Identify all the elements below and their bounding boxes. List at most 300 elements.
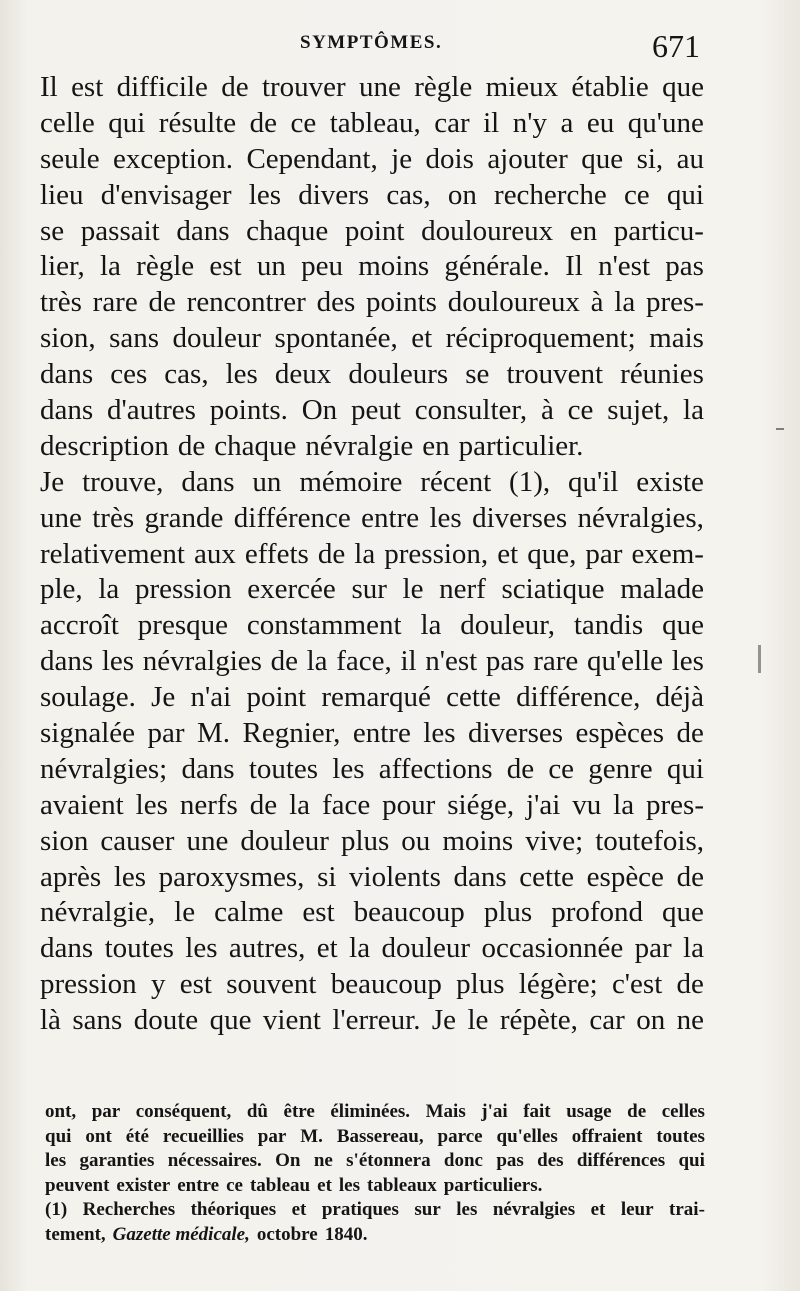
word: accroît bbox=[40, 609, 119, 642]
word: les bbox=[101, 645, 135, 678]
word: il bbox=[400, 645, 417, 678]
word: mémoire bbox=[299, 465, 403, 498]
word: pas bbox=[665, 250, 704, 283]
word: on bbox=[447, 178, 477, 211]
text-line bbox=[40, 393, 704, 429]
word: pres- bbox=[646, 788, 704, 821]
word: est bbox=[71, 71, 104, 103]
text-line bbox=[40, 429, 704, 465]
word: (1) bbox=[45, 1199, 68, 1220]
word: On bbox=[301, 394, 338, 427]
word: si bbox=[317, 860, 337, 893]
word: est bbox=[302, 896, 335, 929]
text-line bbox=[40, 106, 704, 142]
word: toutes bbox=[248, 752, 319, 785]
text-line bbox=[40, 931, 704, 967]
word: j'ai bbox=[526, 788, 561, 821]
word: violents bbox=[349, 860, 441, 893]
word: qu'elles bbox=[496, 1125, 558, 1147]
word: pas bbox=[496, 1150, 524, 1171]
word: nerf bbox=[439, 573, 486, 606]
text-line bbox=[40, 716, 704, 752]
word: sujet, bbox=[607, 394, 670, 427]
word: trouvent bbox=[506, 358, 604, 391]
text-line bbox=[40, 788, 704, 824]
word: la bbox=[420, 609, 442, 642]
word: à bbox=[540, 394, 554, 427]
word: peut bbox=[351, 394, 401, 427]
word: relativement bbox=[40, 537, 185, 570]
word: les bbox=[338, 1174, 361, 1196]
word: c'est bbox=[611, 968, 663, 1001]
word: différence, bbox=[516, 681, 641, 714]
word: celle bbox=[40, 106, 95, 139]
word: tandis bbox=[573, 609, 644, 642]
footnote-line bbox=[45, 1100, 705, 1125]
word: exception. bbox=[113, 142, 234, 175]
word: la bbox=[614, 286, 636, 319]
word: s'étonnera bbox=[346, 1150, 431, 1171]
word: recueillies bbox=[162, 1125, 244, 1147]
word: rare bbox=[92, 286, 138, 319]
word: garanties bbox=[79, 1150, 155, 1171]
word: ces bbox=[110, 358, 148, 391]
word: les bbox=[185, 932, 218, 965]
word: et bbox=[317, 1174, 332, 1196]
word: existe bbox=[636, 465, 704, 498]
word: est bbox=[179, 968, 212, 1001]
word: car bbox=[434, 106, 470, 139]
word: déjà bbox=[655, 681, 704, 714]
text-line bbox=[40, 644, 704, 680]
text-line bbox=[40, 465, 704, 501]
word: profond bbox=[551, 896, 644, 929]
word: dans bbox=[40, 932, 94, 965]
word: des bbox=[316, 286, 356, 319]
word: tableau bbox=[249, 1174, 311, 1196]
word: cette bbox=[519, 860, 575, 893]
word: qu'il bbox=[568, 465, 619, 498]
footnote-line bbox=[45, 1125, 705, 1150]
word: au bbox=[676, 142, 704, 175]
text-line bbox=[40, 1003, 704, 1039]
word: On bbox=[275, 1150, 301, 1171]
word: pression, bbox=[384, 537, 489, 570]
word: de bbox=[627, 1101, 647, 1122]
word: consulter, bbox=[414, 394, 528, 427]
word: qui bbox=[108, 106, 146, 139]
word: que bbox=[662, 71, 704, 103]
body-text bbox=[40, 70, 704, 1039]
word: névralgies; bbox=[40, 752, 168, 785]
word: face, bbox=[336, 645, 392, 678]
word: exister bbox=[116, 1174, 171, 1196]
text-line bbox=[40, 752, 704, 788]
word: ple, bbox=[40, 573, 83, 606]
text-line bbox=[40, 680, 704, 716]
footnote-line bbox=[45, 1198, 705, 1223]
word: peuvent bbox=[45, 1174, 110, 1196]
text-line bbox=[40, 860, 704, 896]
text-line bbox=[40, 572, 704, 608]
text-line bbox=[40, 608, 704, 644]
word: de bbox=[676, 717, 704, 750]
word: que, bbox=[527, 537, 577, 570]
word: genre bbox=[588, 752, 653, 785]
word: dû bbox=[246, 1101, 268, 1122]
word: tableau, bbox=[329, 106, 421, 139]
word: par bbox=[257, 1125, 287, 1147]
word: douloureux bbox=[447, 286, 580, 319]
word: une bbox=[40, 501, 82, 534]
word: particulier. bbox=[458, 429, 584, 462]
word: face bbox=[321, 788, 371, 821]
word: entre bbox=[352, 717, 411, 750]
word: calme bbox=[214, 896, 284, 929]
word: en bbox=[422, 429, 450, 462]
word: pres- bbox=[645, 286, 704, 319]
word: douleur bbox=[172, 322, 262, 355]
word: cas, bbox=[164, 358, 209, 391]
word: moins bbox=[358, 250, 430, 283]
word: ce bbox=[567, 394, 594, 427]
word: description bbox=[40, 429, 169, 462]
word: dans bbox=[40, 394, 94, 427]
word: entre bbox=[177, 1174, 220, 1196]
word: douleur bbox=[381, 932, 471, 965]
word: ont bbox=[85, 1125, 112, 1147]
word: toutes bbox=[656, 1125, 705, 1147]
footnote-line bbox=[45, 1174, 705, 1199]
margin-mark bbox=[776, 428, 784, 430]
text-line bbox=[40, 895, 704, 931]
word: Cependant, bbox=[246, 142, 378, 175]
word: sans bbox=[72, 1004, 123, 1037]
word: n'y bbox=[512, 106, 547, 139]
word: constamment bbox=[246, 609, 402, 642]
word: règle bbox=[136, 250, 195, 283]
word: de bbox=[221, 71, 249, 103]
word: par bbox=[585, 537, 623, 570]
word: car bbox=[589, 1004, 625, 1037]
word: très bbox=[92, 501, 135, 534]
word: récent bbox=[420, 465, 492, 498]
word: lieu bbox=[40, 178, 84, 211]
word: là bbox=[40, 1004, 61, 1037]
word: très bbox=[40, 286, 82, 319]
word: les bbox=[671, 645, 704, 678]
word: autres, bbox=[228, 932, 306, 965]
word: particuliers. bbox=[443, 1174, 543, 1196]
word: donc bbox=[443, 1150, 483, 1171]
word: aux bbox=[193, 537, 236, 570]
word: réunies bbox=[620, 358, 704, 391]
word: à bbox=[590, 286, 604, 319]
word: ce bbox=[548, 752, 575, 785]
word: un bbox=[252, 465, 282, 498]
word: je bbox=[391, 142, 413, 175]
word: l'erreur. bbox=[332, 1004, 421, 1037]
word: conséquent, bbox=[135, 1101, 232, 1122]
word: nécessaires. bbox=[167, 1150, 262, 1171]
word: névralgies bbox=[492, 1199, 576, 1220]
word: les bbox=[332, 752, 365, 785]
word: Regnier, bbox=[242, 717, 341, 750]
word: que bbox=[209, 1004, 252, 1037]
word: névralgie, bbox=[40, 896, 156, 929]
word: fait bbox=[523, 1101, 551, 1122]
word: et bbox=[411, 322, 433, 355]
word: n'ai bbox=[190, 681, 232, 714]
footnote-line bbox=[45, 1149, 705, 1174]
word: résulte bbox=[158, 106, 237, 139]
word: règle bbox=[414, 71, 473, 103]
word: exem- bbox=[631, 537, 704, 570]
word: une bbox=[359, 71, 401, 103]
word: la bbox=[99, 250, 121, 283]
word: névralgies, bbox=[577, 501, 704, 534]
word: soulage. bbox=[40, 681, 136, 714]
word: Il bbox=[565, 250, 583, 283]
word: ce bbox=[623, 178, 650, 211]
word: ce bbox=[226, 1174, 243, 1196]
word: et bbox=[590, 1199, 606, 1220]
word: il bbox=[483, 106, 500, 139]
word: des bbox=[537, 1150, 564, 1171]
word: qui bbox=[666, 178, 704, 211]
word: ont, bbox=[45, 1101, 77, 1122]
word: j'ai bbox=[481, 1101, 508, 1122]
word: la bbox=[98, 573, 120, 606]
word: les bbox=[456, 1199, 478, 1220]
word: eu bbox=[586, 106, 615, 139]
word: diverses bbox=[472, 501, 568, 534]
text-line bbox=[40, 142, 704, 178]
word: cas, bbox=[386, 178, 431, 211]
word: Bassereau, bbox=[336, 1125, 424, 1147]
word: 1840. bbox=[324, 1223, 368, 1245]
word: particu- bbox=[613, 214, 704, 247]
word: dans bbox=[181, 752, 235, 785]
word: toutefois, bbox=[595, 824, 704, 857]
word: grande bbox=[144, 501, 224, 534]
page-number: 671 bbox=[652, 28, 700, 64]
margin-mark bbox=[758, 645, 761, 673]
word: et bbox=[497, 537, 519, 570]
word: cette bbox=[446, 681, 501, 714]
word: de bbox=[249, 106, 277, 139]
word: la bbox=[613, 788, 635, 821]
word: douleur bbox=[240, 824, 329, 857]
word: pression bbox=[40, 968, 137, 1001]
word: peu bbox=[301, 250, 343, 283]
word: névralgies bbox=[142, 645, 262, 678]
text-line bbox=[40, 249, 704, 285]
word: usage bbox=[566, 1101, 612, 1122]
word: répète, bbox=[499, 1004, 578, 1037]
word: entre bbox=[361, 501, 420, 534]
word: un bbox=[256, 250, 286, 283]
word: vient bbox=[262, 1004, 321, 1037]
running-title: SYMPTÔMES. bbox=[300, 32, 443, 53]
word: divers bbox=[298, 178, 370, 211]
word: les bbox=[248, 178, 281, 211]
word: beaucoup bbox=[353, 896, 465, 929]
word: toutes bbox=[104, 932, 174, 965]
word: difficile bbox=[116, 71, 208, 103]
word: si, bbox=[636, 142, 664, 175]
word: se bbox=[465, 358, 490, 391]
word: pression bbox=[134, 573, 232, 606]
word: point bbox=[246, 681, 307, 714]
word: que bbox=[662, 609, 704, 642]
word: la bbox=[683, 394, 704, 427]
word: ne bbox=[313, 1150, 333, 1171]
word: spontanée, bbox=[274, 322, 398, 355]
word: effets bbox=[244, 537, 309, 570]
text-line bbox=[40, 357, 704, 393]
word: celles bbox=[661, 1101, 705, 1122]
word: la bbox=[289, 788, 310, 821]
word: trai- bbox=[669, 1199, 705, 1220]
word: occasionnée bbox=[481, 932, 624, 965]
word: établie bbox=[571, 71, 649, 103]
word: causer bbox=[100, 824, 175, 857]
word: dans bbox=[181, 465, 235, 498]
text-line bbox=[40, 501, 704, 537]
word: la bbox=[683, 932, 704, 965]
word: de bbox=[506, 752, 535, 785]
word: la bbox=[306, 645, 328, 678]
word: sion, bbox=[40, 322, 96, 355]
word: points bbox=[366, 286, 437, 319]
word: le bbox=[402, 573, 424, 606]
word: de bbox=[676, 860, 704, 893]
word: qui bbox=[45, 1125, 72, 1147]
word: être bbox=[283, 1101, 315, 1122]
word: moins bbox=[442, 824, 514, 857]
word: une bbox=[186, 824, 229, 857]
word: avaient bbox=[40, 788, 124, 821]
word: en bbox=[569, 214, 598, 247]
word: et bbox=[291, 1199, 307, 1220]
text-line bbox=[40, 321, 704, 357]
word: par bbox=[634, 932, 672, 965]
word: n'est bbox=[425, 645, 478, 678]
footnote-line bbox=[45, 1223, 705, 1248]
word: douloureux bbox=[421, 214, 554, 247]
word: Je bbox=[431, 1004, 457, 1037]
word: générale. bbox=[444, 250, 550, 283]
word: Il bbox=[40, 71, 58, 103]
word: n'est bbox=[598, 250, 651, 283]
word: qui bbox=[666, 752, 704, 785]
word: offraient bbox=[571, 1125, 643, 1147]
word: d'envisager bbox=[100, 178, 232, 211]
word: siége, bbox=[447, 788, 515, 821]
word: réciproquement; bbox=[445, 322, 636, 355]
text-line bbox=[40, 178, 704, 214]
word: pratiques bbox=[321, 1199, 399, 1220]
word: Mais bbox=[425, 1101, 466, 1122]
word: douleur, bbox=[460, 609, 555, 642]
word: pour bbox=[382, 788, 436, 821]
word: Je bbox=[40, 465, 65, 498]
word: ce bbox=[290, 106, 317, 139]
word: mais bbox=[649, 322, 704, 355]
word: le bbox=[467, 1004, 489, 1037]
word: on bbox=[636, 1004, 666, 1037]
word: sciatique bbox=[501, 573, 605, 606]
word: d'autres bbox=[106, 394, 196, 427]
text-line bbox=[40, 824, 704, 860]
word: points. bbox=[209, 394, 288, 427]
word: affections bbox=[378, 752, 493, 785]
word: se bbox=[40, 214, 65, 247]
word: sur bbox=[351, 573, 387, 606]
word: douleurs bbox=[348, 358, 449, 391]
word: espèces bbox=[575, 717, 665, 750]
word: rare bbox=[533, 645, 579, 678]
word: différence bbox=[233, 501, 351, 534]
word: de bbox=[249, 788, 278, 821]
word: exercée bbox=[247, 573, 336, 606]
word: plus bbox=[340, 824, 390, 857]
footnotes bbox=[45, 1100, 705, 1247]
text-line bbox=[40, 537, 704, 573]
word: ne bbox=[676, 1004, 704, 1037]
word: mieux bbox=[485, 71, 559, 103]
word: a bbox=[560, 106, 574, 139]
word: dans bbox=[176, 214, 230, 247]
word: chaque bbox=[246, 214, 329, 247]
word: Recherches bbox=[82, 1199, 176, 1220]
word: les bbox=[113, 860, 147, 893]
word: la bbox=[354, 537, 376, 570]
word: les bbox=[423, 717, 456, 750]
word: chaque bbox=[214, 429, 297, 462]
word: éliminées. bbox=[330, 1101, 411, 1122]
word: Gazette médicale, bbox=[112, 1223, 250, 1245]
word: M. bbox=[196, 717, 231, 750]
word: légère; bbox=[518, 968, 598, 1001]
word: doute bbox=[133, 1004, 199, 1037]
word: qu'une bbox=[627, 106, 704, 139]
word: de bbox=[270, 645, 298, 678]
word: nerfs bbox=[179, 788, 238, 821]
word: vu bbox=[572, 788, 602, 821]
word: plus bbox=[483, 896, 533, 929]
word: que bbox=[662, 896, 704, 929]
word: de bbox=[317, 537, 346, 570]
word: les bbox=[225, 358, 258, 391]
word: vive; bbox=[525, 824, 584, 857]
word: presque bbox=[137, 609, 228, 642]
word: seule bbox=[40, 142, 100, 175]
word: ou bbox=[401, 824, 431, 857]
word: Je bbox=[151, 681, 176, 714]
word: ajouter bbox=[487, 142, 568, 175]
word: pas bbox=[485, 645, 525, 678]
word: névralgie bbox=[305, 429, 414, 462]
word: dans bbox=[453, 860, 507, 893]
word: paroxysmes, bbox=[158, 860, 305, 893]
text-line bbox=[40, 285, 704, 321]
word: signalée bbox=[40, 717, 136, 750]
word: par bbox=[91, 1101, 121, 1122]
word: sans bbox=[109, 322, 160, 355]
word: la bbox=[349, 932, 371, 965]
